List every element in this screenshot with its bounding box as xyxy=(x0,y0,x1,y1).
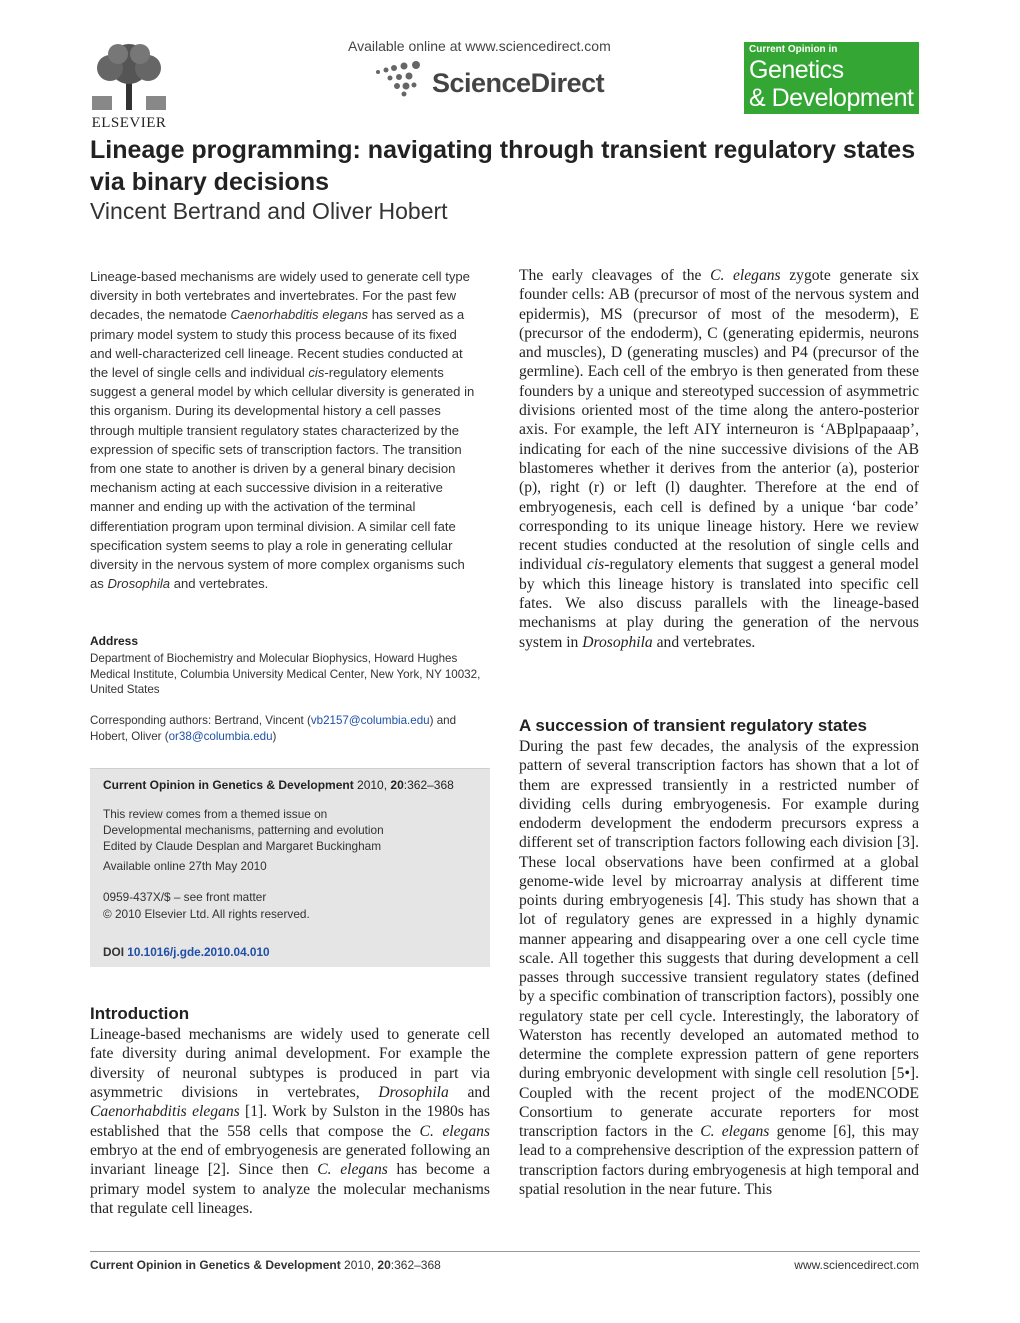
corresponding-suffix: ) xyxy=(272,729,277,743)
email-link-hobert[interactable]: or38@columbia.edu xyxy=(168,729,273,743)
doi xyxy=(103,945,270,959)
col2-text: -regulatory elements that suggest a general model by which this lineage history is translated into specific cell fates. We also discuss parallels with the lineage-based mechanisms at play during the generation of the nervous system in xyxy=(519,556,919,651)
abstract xyxy=(90,267,482,593)
article-info-box xyxy=(90,768,490,967)
journal-logo xyxy=(744,42,919,114)
overview-paragraph xyxy=(519,266,919,652)
intro-italic: C. elegans xyxy=(419,1122,490,1140)
col2-italic: C. elegans xyxy=(710,267,781,284)
intro-text: Lineage-based mechanisms are widely used to generate cell fate diversity during animal development. For example the diversity of neuronal subtypes is produced in part via asymmetric divisions in vertebrates, xyxy=(90,1026,490,1102)
issn: 0959-437X/$ – see front matter xyxy=(103,890,267,904)
journal-logo-line1: Genetics xyxy=(749,56,844,84)
theme-line: This review comes from a themed issue on xyxy=(103,807,328,821)
available-online: Available online at www.sciencedirect.com xyxy=(348,38,611,54)
themed-issue xyxy=(103,806,384,854)
citation-volume: 20 xyxy=(390,778,404,792)
succession-italic: C. elegans xyxy=(700,1123,770,1140)
intro-italic: C. elegans xyxy=(317,1161,388,1179)
citation-year: 2010, xyxy=(353,778,391,792)
abstract-italic: cis xyxy=(308,365,325,381)
copyright-block xyxy=(103,889,310,923)
journal-logo-prefix: Current Opinion in xyxy=(749,44,838,55)
sciencedirect-dots-icon xyxy=(372,58,432,98)
intro-text: and xyxy=(448,1084,490,1102)
theme-line: Developmental mechanisms, patterning and evolution xyxy=(103,823,384,837)
intro-italic: Drosophila xyxy=(378,1084,449,1102)
elsevier-wordmark: ELSEVIER xyxy=(91,115,167,131)
intro-text: embryo at the end of embryogenesis are generated following an invariant lineage [2]. Since then xyxy=(90,1142,490,1179)
col2-text: The early cleavages of the xyxy=(519,267,711,284)
abstract-text: and vertebrates. xyxy=(170,576,269,592)
abstract-italic: Drosophila xyxy=(107,576,171,592)
theme-editors: Edited by Claude Desplan and Margaret Buckingham xyxy=(103,839,382,853)
corresponding-authors xyxy=(90,713,495,744)
col2-text: zygote generate six founder cells: AB (precursor of most of the nervous system and epidermis), MS (precursor of most of the mesoderm), E (precursor of the endoderm), C (generating epidermis, neurons and muscles), D (generating muscles) and P4 (precursor of the germline). Each cell of the embryo is then generated from these founders by a unique and stereotyped succession of asymmetric divisions oriented most of the time along the antero-posterior axis. For example, the left AIY interneuron is ‘ABplpapaaap’, indicating for each of the nine successive divisions of the AB blastomeres whether it derives from the anterior (a), posterior (p), right (r) or left (l) daughter. Therefore at the end of embryogenesis, each cell is defined by a unique ‘bar code’ corresponding to its unique lineage history. Here we review recent studies conducted at the resolution of single cells and individual xyxy=(519,267,920,574)
succession-text: genome [6], this may lead to a comprehensive description of the expression pattern of transcription factors during embryogenesis at high temporal and spatial resolution in the near future. This xyxy=(519,1123,919,1198)
available-online-date: Available online 27th May 2010 xyxy=(103,859,267,873)
succession-text: During the past few decades, the analysis of the expression pattern of several transcription factors has shown that a lot of them are expressed transiently in a restricted number of dividing cells during embryogenesis. For example during endoderm development the endoderm precursors express a different set of transcription factors following each division [3]. These local observations have been confirmed at a global genome-wide level by microarray analysis at different time points during embryogenesis [4]. This study has shown that a lot of regulatory genes are expressed in a highly dynamic manner appearing and disappearing over a one cell cycle time scale. All together this suggests that during development a cell passes through successive transient regulatory states (defined by a specific combination of transcription factors), possibly one regulatory state per cell cycle. Interestingly, the laboratory of Waterston has recently developed an automated method to determine the complete expression pattern of gene reporters during embryonic development with single cell resolution [5•]. Coupled with the recent project of the modENCODE Consortium to generate accurate reporters for most transcription factors in the xyxy=(519,738,919,1140)
footer-url[interactable]: www.sciencedirect.com xyxy=(794,1258,919,1272)
abstract-text: Lineage-based mechanisms are widely used to generate cell type diversity in both vertebrates and invertebrates. For the past few decades, the nematode xyxy=(90,269,470,323)
doi-link[interactable]: 10.1016/j.gde.2010.04.010 xyxy=(127,945,270,959)
copyright: © 2010 Elsevier Ltd. All rights reserved. xyxy=(103,907,310,921)
succession-paragraph xyxy=(519,737,919,1199)
sciencedirect-wordmark: ScienceDirect xyxy=(432,68,605,98)
footer-year: 2010, xyxy=(340,1258,378,1272)
introduction-heading: Introduction xyxy=(90,1004,190,1023)
address-heading: Address xyxy=(90,634,139,648)
article-title: Lineage programming: navigating through transient regulatory states via binary decisions xyxy=(90,136,916,196)
citation-pages: :362–368 xyxy=(403,778,454,792)
footer-journal: Current Opinion in Genetics & Development xyxy=(90,1258,341,1272)
col2-italic: Drosophila xyxy=(582,633,653,651)
citation-journal: Current Opinion in Genetics & Development xyxy=(103,778,354,792)
journal-logo-line2: & Development xyxy=(749,84,914,112)
intro-text: [1]. Work by Sulston in the 1980s has established that the 558 cells that compose the xyxy=(90,1103,490,1140)
corresponding-middle: ) and Hobert, Oliver ( xyxy=(90,714,457,743)
elsevier-tree-icon xyxy=(88,40,170,112)
col2-italic: cis xyxy=(586,556,605,574)
introduction-text xyxy=(90,1025,490,1218)
abstract-text: -regulatory elements suggest a general model by which cellular diversity is generated in this organism. During its developmental history a cell passes through multiple transient regulatory states characterized by the expression of specific sets of transcription factors. The transition from one state to another is driven by a general binary decision mechanism acting at each successive division in a reiterative manner and ending up with the activation of the terminal differentiation program upon terminal division. A similar cell fate specification system seems to play a role in generating cellular diversity in the nervous system of more complex organisms such as xyxy=(90,365,475,592)
footer-pages: :362–368 xyxy=(390,1258,441,1272)
col2-text: and vertebrates. xyxy=(652,633,756,651)
abstract-italic: Caenorhabditis elegans xyxy=(230,307,369,323)
intro-text: has become a primary model system to analyze the molecular mechanisms that regulate cell lineages. xyxy=(90,1161,490,1218)
elsevier-logo xyxy=(88,40,170,130)
footer-divider xyxy=(90,1251,920,1252)
succession-heading: A succession of transient regulatory states xyxy=(519,716,867,735)
address-text: Department of Biochemistry and Molecular Biophysics, Howard Hughes Medical Institute, Columbia University Medical Center, New York, NY 10032, United States xyxy=(90,652,481,696)
intro-italic: Caenorhabditis elegans xyxy=(90,1103,240,1121)
doi-label: DOI xyxy=(103,945,124,959)
corresponding-prefix: Corresponding authors: Bertrand, Vincent ( xyxy=(90,714,311,727)
footer-citation xyxy=(90,1258,441,1272)
citation xyxy=(103,778,454,792)
footer-volume: 20 xyxy=(377,1258,391,1272)
abstract-text: has served as a primary model system to study this process because of its fixed and well-characterized cell lineage. Recent studies conducted at the level of single cells and individual xyxy=(90,307,465,381)
article-authors: Vincent Bertrand and Oliver Hobert xyxy=(90,198,448,224)
email-link-bertrand[interactable]: vb2157@columbia.edu xyxy=(310,714,430,727)
